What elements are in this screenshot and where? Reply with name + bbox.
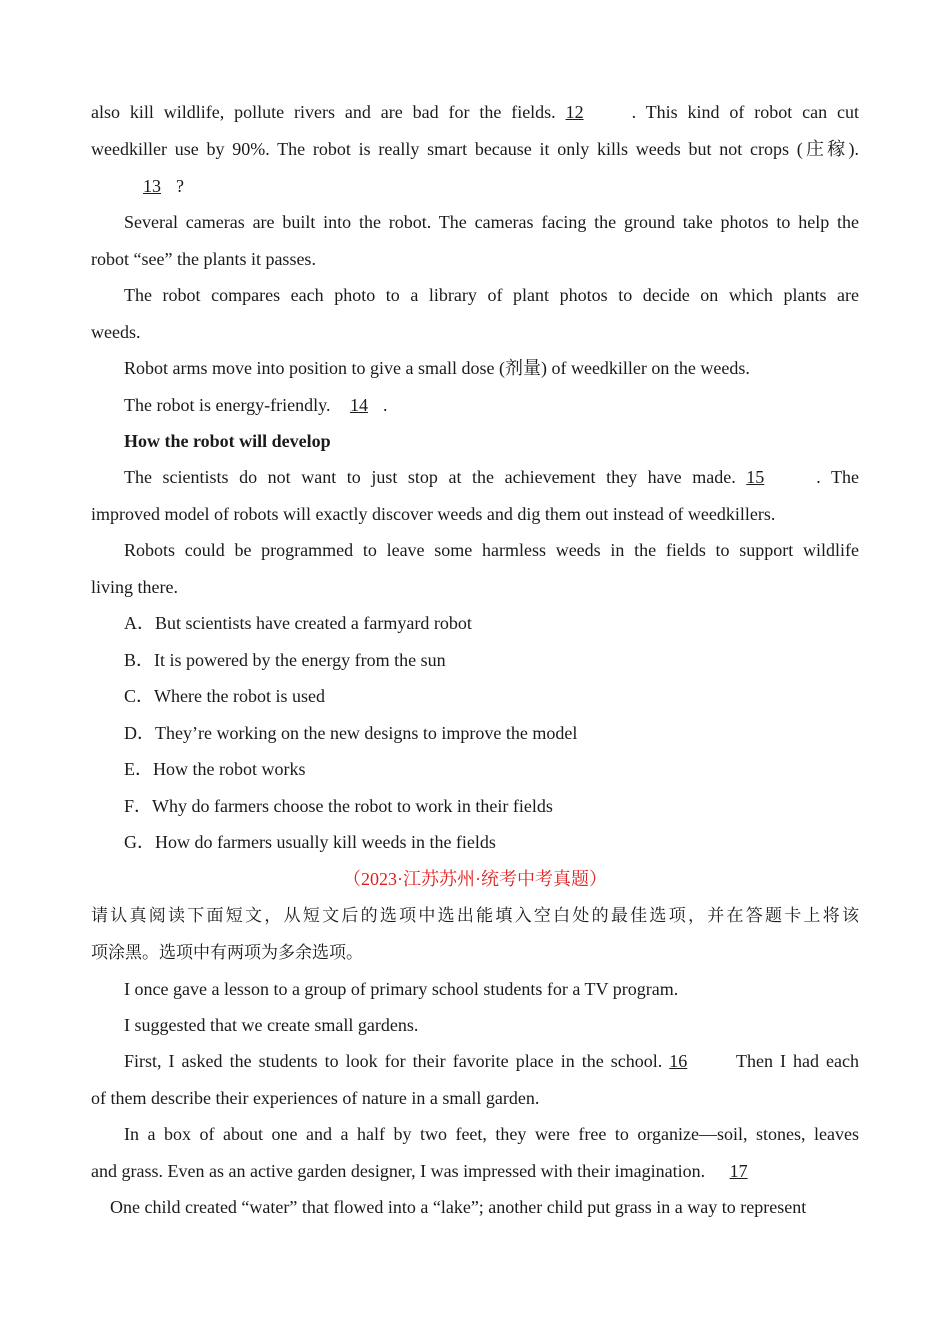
text-line: Several cameras are built into the robot. The cameras facing the ground take photos to help the bbox=[124, 212, 859, 232]
option-f[interactable]: F．Why do farmers choose the robot to work in their fields bbox=[124, 796, 553, 816]
text-line: The robot compares each photo to a library of plant photos to decide on which plants are bbox=[124, 285, 859, 305]
section-heading: How the robot will develop bbox=[124, 431, 331, 451]
blank-12[interactable]: 12 bbox=[565, 102, 584, 122]
text-line: weedkiller use by 90%. The robot is really smart because it only kills weeds but not crops (庄稼). bbox=[91, 139, 859, 159]
text-line: I once gave a lesson to a group of primary school students for a TV program. bbox=[124, 979, 679, 999]
text-line: Robot arms move into position to give a small dose (剂量) of weedkiller on the weeds. bbox=[124, 358, 750, 378]
text-line: improved model of robots will exactly discover weeds and dig them out instead of weedkillers. bbox=[91, 504, 776, 524]
blank-13[interactable]: 13 bbox=[143, 176, 161, 196]
text-line: and grass. Even as an active garden designer, I was impressed with their imagination. 17 bbox=[91, 1159, 859, 1183]
blank-16[interactable]: 16 bbox=[669, 1051, 688, 1071]
blank-15[interactable]: 15 bbox=[746, 467, 765, 487]
option-a[interactable]: A．But scientists have created a farmyard robot bbox=[124, 613, 472, 633]
text-line: In a box of about one and a half by two feet, they were free to organize—soil, stones, leaves bbox=[124, 1124, 859, 1144]
option-g[interactable]: G．How do farmers usually kill weeds in the fields bbox=[124, 832, 496, 852]
blank-14[interactable]: 14 bbox=[349, 395, 368, 415]
blank-17[interactable]: 17 bbox=[729, 1161, 748, 1181]
instruction-line: 项涂黑。选项中有两项为多余选项。 bbox=[91, 943, 363, 963]
text-line: robot “see” the plants it passes. bbox=[91, 249, 316, 269]
text-line: Robots could be programmed to leave some harmless weeds in the fields to support wildlife bbox=[124, 540, 859, 560]
option-e[interactable]: E．How the robot works bbox=[124, 759, 306, 779]
text-line: The robot is energy-friendly. 14 . bbox=[124, 395, 388, 415]
text-line: living there. bbox=[91, 577, 178, 597]
text-line: One child created “water” that flowed into a “lake”; another child put grass in a way to represent bbox=[110, 1197, 807, 1217]
option-c[interactable]: C．Where the robot is used bbox=[124, 686, 325, 706]
text-line: also kill wildlife, pollute rivers and are bad for the fields. 12 . This kind of robot can cut bbox=[91, 102, 859, 122]
text-line: weeds. bbox=[91, 322, 141, 342]
source-tag: （2023·江苏苏州·统考中考真题） bbox=[343, 869, 607, 889]
option-b[interactable]: B．It is powered by the energy from the sun bbox=[124, 650, 446, 670]
text-line: First, I asked the students to look for their favorite place in the school. 16 Then I had each bbox=[124, 1051, 859, 1071]
text-line: 13 ? bbox=[128, 174, 896, 198]
text-line: The scientists do not want to just stop at the achievement they have made. 15 . The bbox=[124, 467, 860, 487]
text-line: I suggested that we create small gardens. bbox=[124, 1015, 419, 1035]
text-line: of them describe their experiences of nature in a small garden. bbox=[91, 1088, 540, 1108]
instruction-line: 请认真阅读下面短文，从短文后的选项中选出能填入空白处的最佳选项，并在答题卡上将该 bbox=[91, 906, 859, 926]
option-d[interactable]: D．They’re working on the new designs to improve the model bbox=[124, 723, 578, 743]
